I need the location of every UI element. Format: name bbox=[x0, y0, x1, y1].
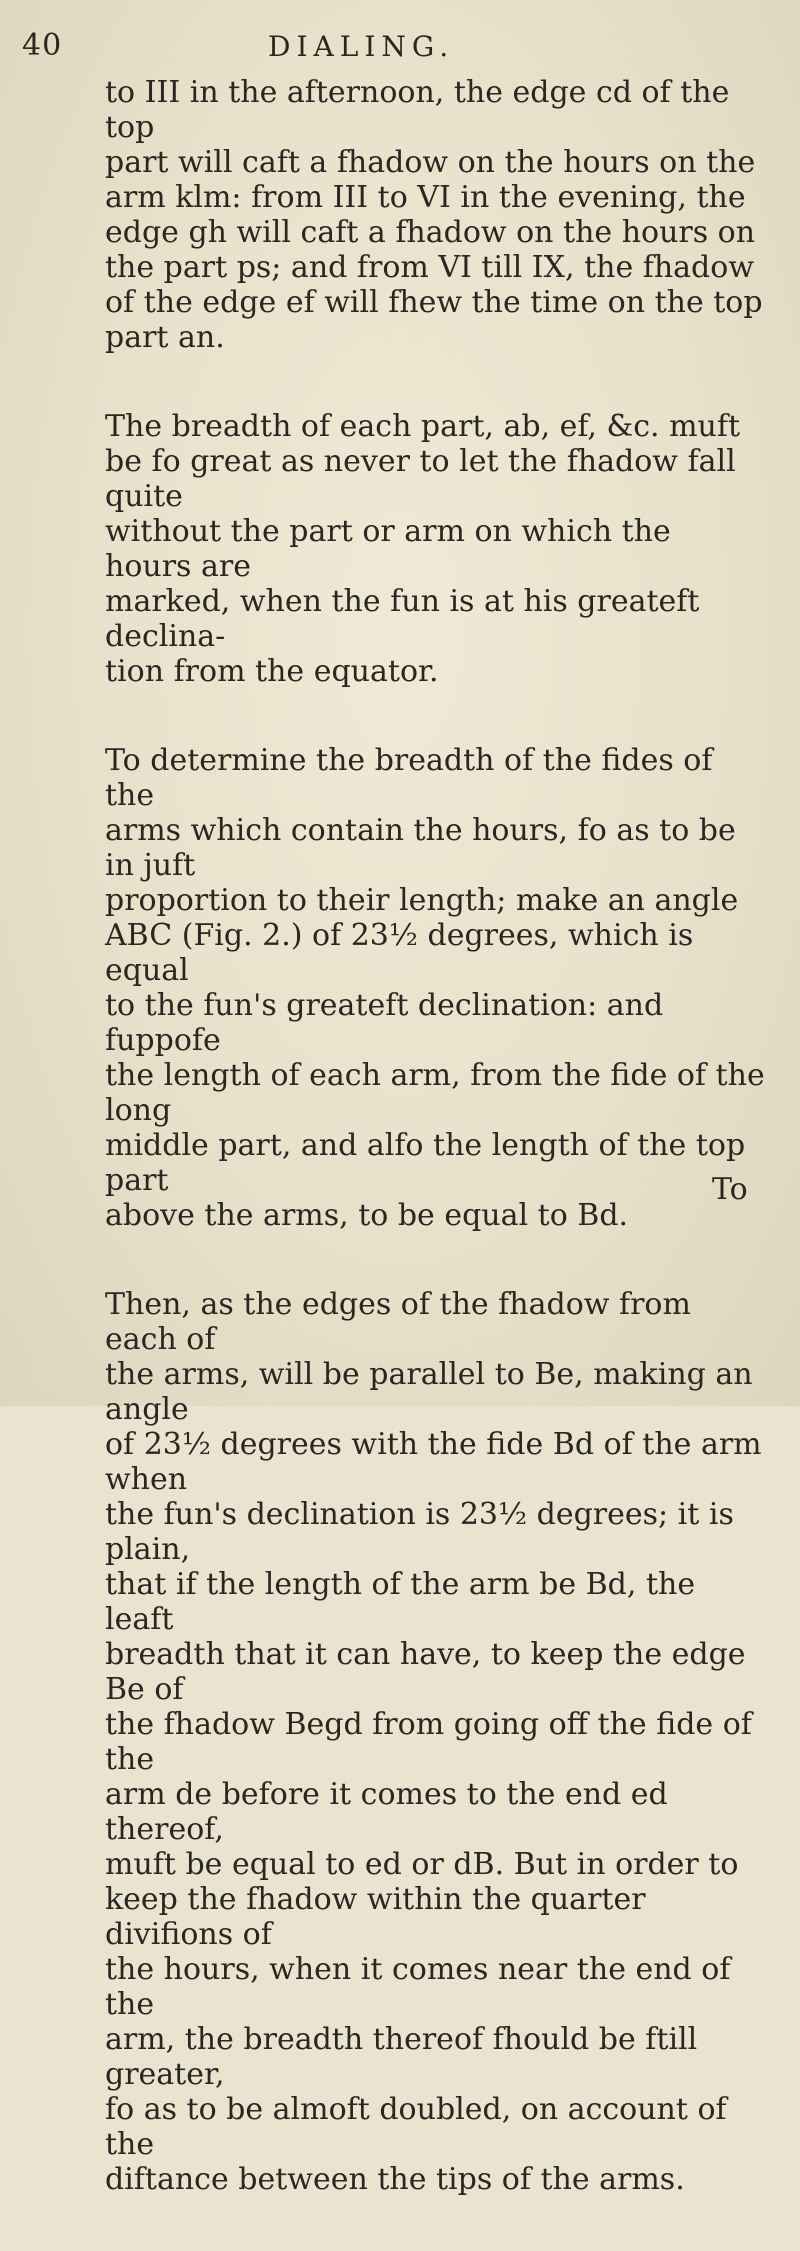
paragraph-1: to III in the afternoon, the edge cd of the top part will caft a fhadow on the hours on the arm klm: from III to VI in the evening, the edge gh will caft a fhadow on the hours on the part ps; and from VI till IX, the fhadow of the edge ef will fhew the time on the top part an. bbox=[105, 75, 763, 355]
catchword: To bbox=[712, 1172, 748, 1207]
paragraph-2: The breadth of each part, ab, ef, &c. muft be fo great as never to let the fhadow fall quite without the part or arm on which the hours are marked, when the fun is at his greateft declina- tion from the equator. bbox=[105, 409, 741, 689]
page-number: 40 bbox=[22, 28, 63, 63]
paragraph-4: Then, as the edges of the fhadow from each of the arms, will be parallel to Be, making an angle of 23½ degrees with the fide Bd of the arm when the fun's declination is 23½ degrees; it is plain, that if the length of the arm be Bd, the leaft breadth that it can have, to keep the edge Be of the fhadow Begd from going off the fide of the arm de before it comes to the end ed thereof, muft be equal to ed or dB. But in order to keep the fhadow within the quarter divifions of the hours, when it comes near the end of the arm, the breadth thereof fhould be ftill greater, fo as to be almoft doubled, on account of the diftance between the tips of the arms. bbox=[105, 1287, 762, 2197]
paragraph-3: To determine the breadth of the fides of the arms which contain the hours, fo as to be in juft proportion to their length; make an angle ABC (Fig. 2.) of 23½ degrees, which is equal to the fun's greateft declination: and fuppofe the length of each arm, from the fide of the long middle part, and alfo the length of the top part above the arms, to be equal to Bd. bbox=[105, 743, 765, 1233]
running-head: DIALING. bbox=[268, 30, 455, 63]
page-header bbox=[0, 28, 800, 68]
body-text bbox=[105, 75, 765, 2251]
